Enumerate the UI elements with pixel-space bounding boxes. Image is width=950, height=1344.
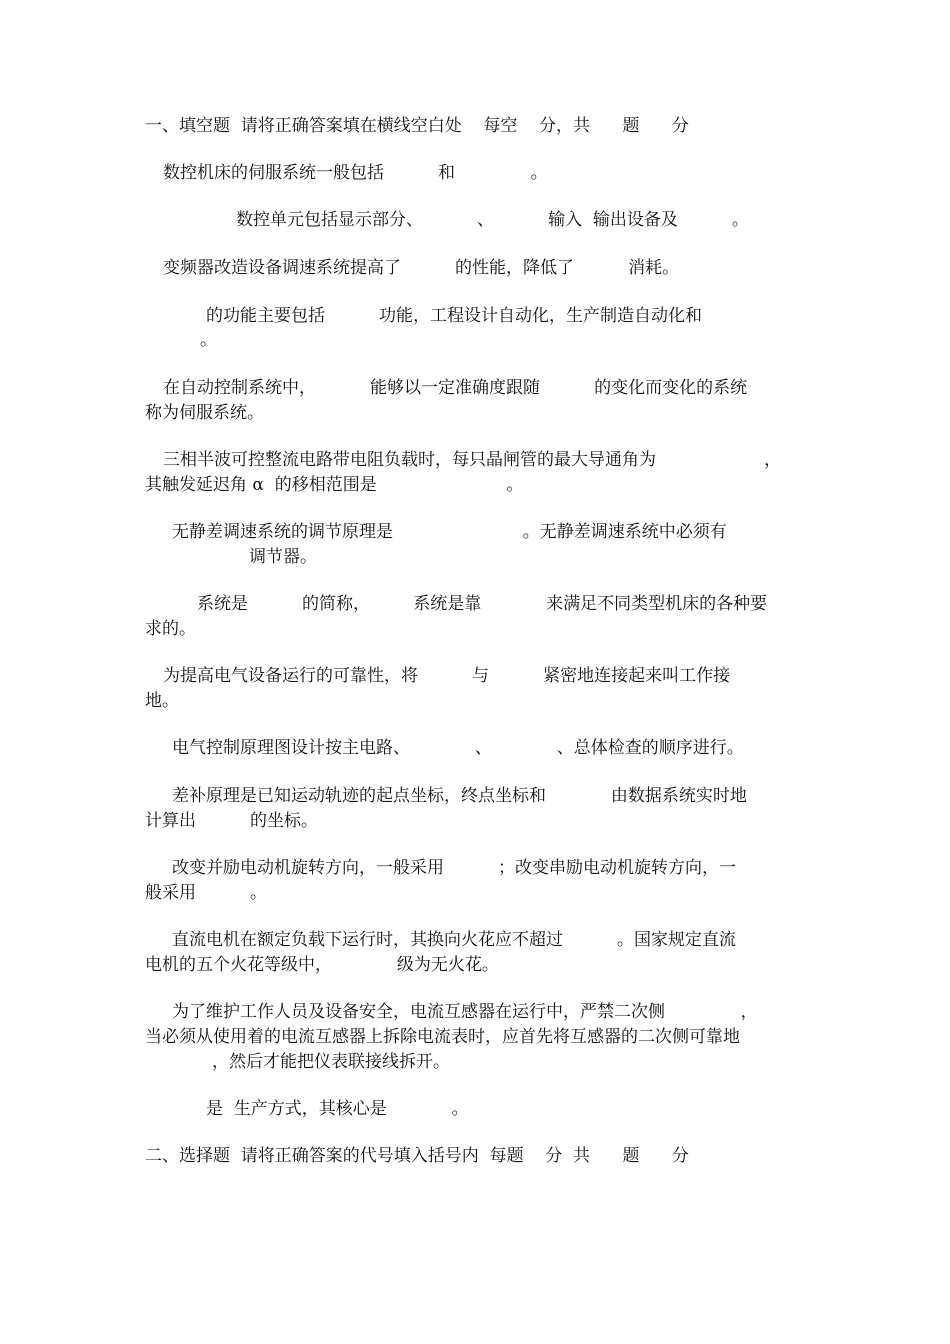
question-11-line-1: 差补原理是已知运动轨迹的起点坐标，终点坐标和 由数据系统实时地 — [172, 786, 747, 806]
question-13-line-2: 电机的五个火花等级中， 级为无火花。 — [145, 955, 499, 975]
question-14-line-2: 当必须从使用着的电流互感器上拆除电流表时，应首先将互感器的二次侧可靠地 — [145, 1027, 740, 1047]
question-13-line-1: 直流电机在额定负载下运行时，其换向火花应不超过 。国家规定直流 — [172, 930, 737, 950]
question-1: 数控机床的伺服系统一般包括 和 。 — [163, 163, 548, 183]
question-9-line-2: 地。 — [145, 691, 179, 711]
question-8-line-1: 系统是 的简称， 系统是靠 来满足不同类型机床的各种要 — [197, 594, 768, 614]
question-3: 变频器改造设备调速系统提高了 的性能，降低了 消耗。 — [163, 258, 680, 278]
question-7-line-1: 无静差调速系统的调节原理是 。无静差调速系统中必须有 — [172, 522, 727, 542]
question-14-line-3: ，然后才能把仪表联接线拆开。 — [212, 1052, 450, 1072]
question-5-line-2: 称为伺服系统。 — [145, 403, 264, 423]
question-6-line-1: 三相半波可控整流电路带电阻负载时，每只晶闸管的最大导通角为 ， — [163, 450, 782, 470]
question-12-line-1: 改变并励电动机旋转方向，一般采用 ；改变串励电动机旋转方向，一 — [172, 858, 737, 878]
question-4-line-1: 的功能主要包括 功能，工程设计自动化，生产制造自动化和 — [206, 306, 703, 326]
question-12-line-2: 般采用 。 — [145, 883, 268, 903]
question-7-line-2: 调节器。 — [249, 547, 317, 567]
question-5-line-1: 在自动控制系统中， 能够以一定准确度跟随 的变化而变化的系统 — [163, 378, 748, 398]
section-heading-fill-in: 一、填空题 请将正确答案填在横线空白处 每空 分，共 题 分 — [145, 116, 689, 136]
question-6-line-2: 其触发延迟角 α 的移相范围是 。 — [145, 475, 524, 495]
question-14-line-1: 为了维护工作人员及设备安全，电流互感器在运行中，严禁二次侧 ， — [172, 1002, 758, 1022]
question-15: 是 生产方式，其核心是 。 — [206, 1099, 469, 1119]
question-9-line-1: 为提高电气设备运行的可靠性，将 与 紧密地连接起来叫工作接 — [163, 666, 731, 686]
question-8-line-2: 求的。 — [145, 619, 196, 639]
question-2: 数控单元包括显示部分、 、 输入 输出设备及 。 — [236, 210, 749, 230]
question-4-line-2: 。 — [200, 330, 217, 350]
section-heading-choice: 二、选择题 请将正确答案的代号填入括号内 每题 分 共 题 分 — [145, 1146, 689, 1166]
question-10: 电气控制原理图设计按主电路、 、 、总体检查的顺序进行。 — [172, 738, 744, 758]
question-11-line-2: 计算出 的坐标。 — [145, 811, 319, 831]
